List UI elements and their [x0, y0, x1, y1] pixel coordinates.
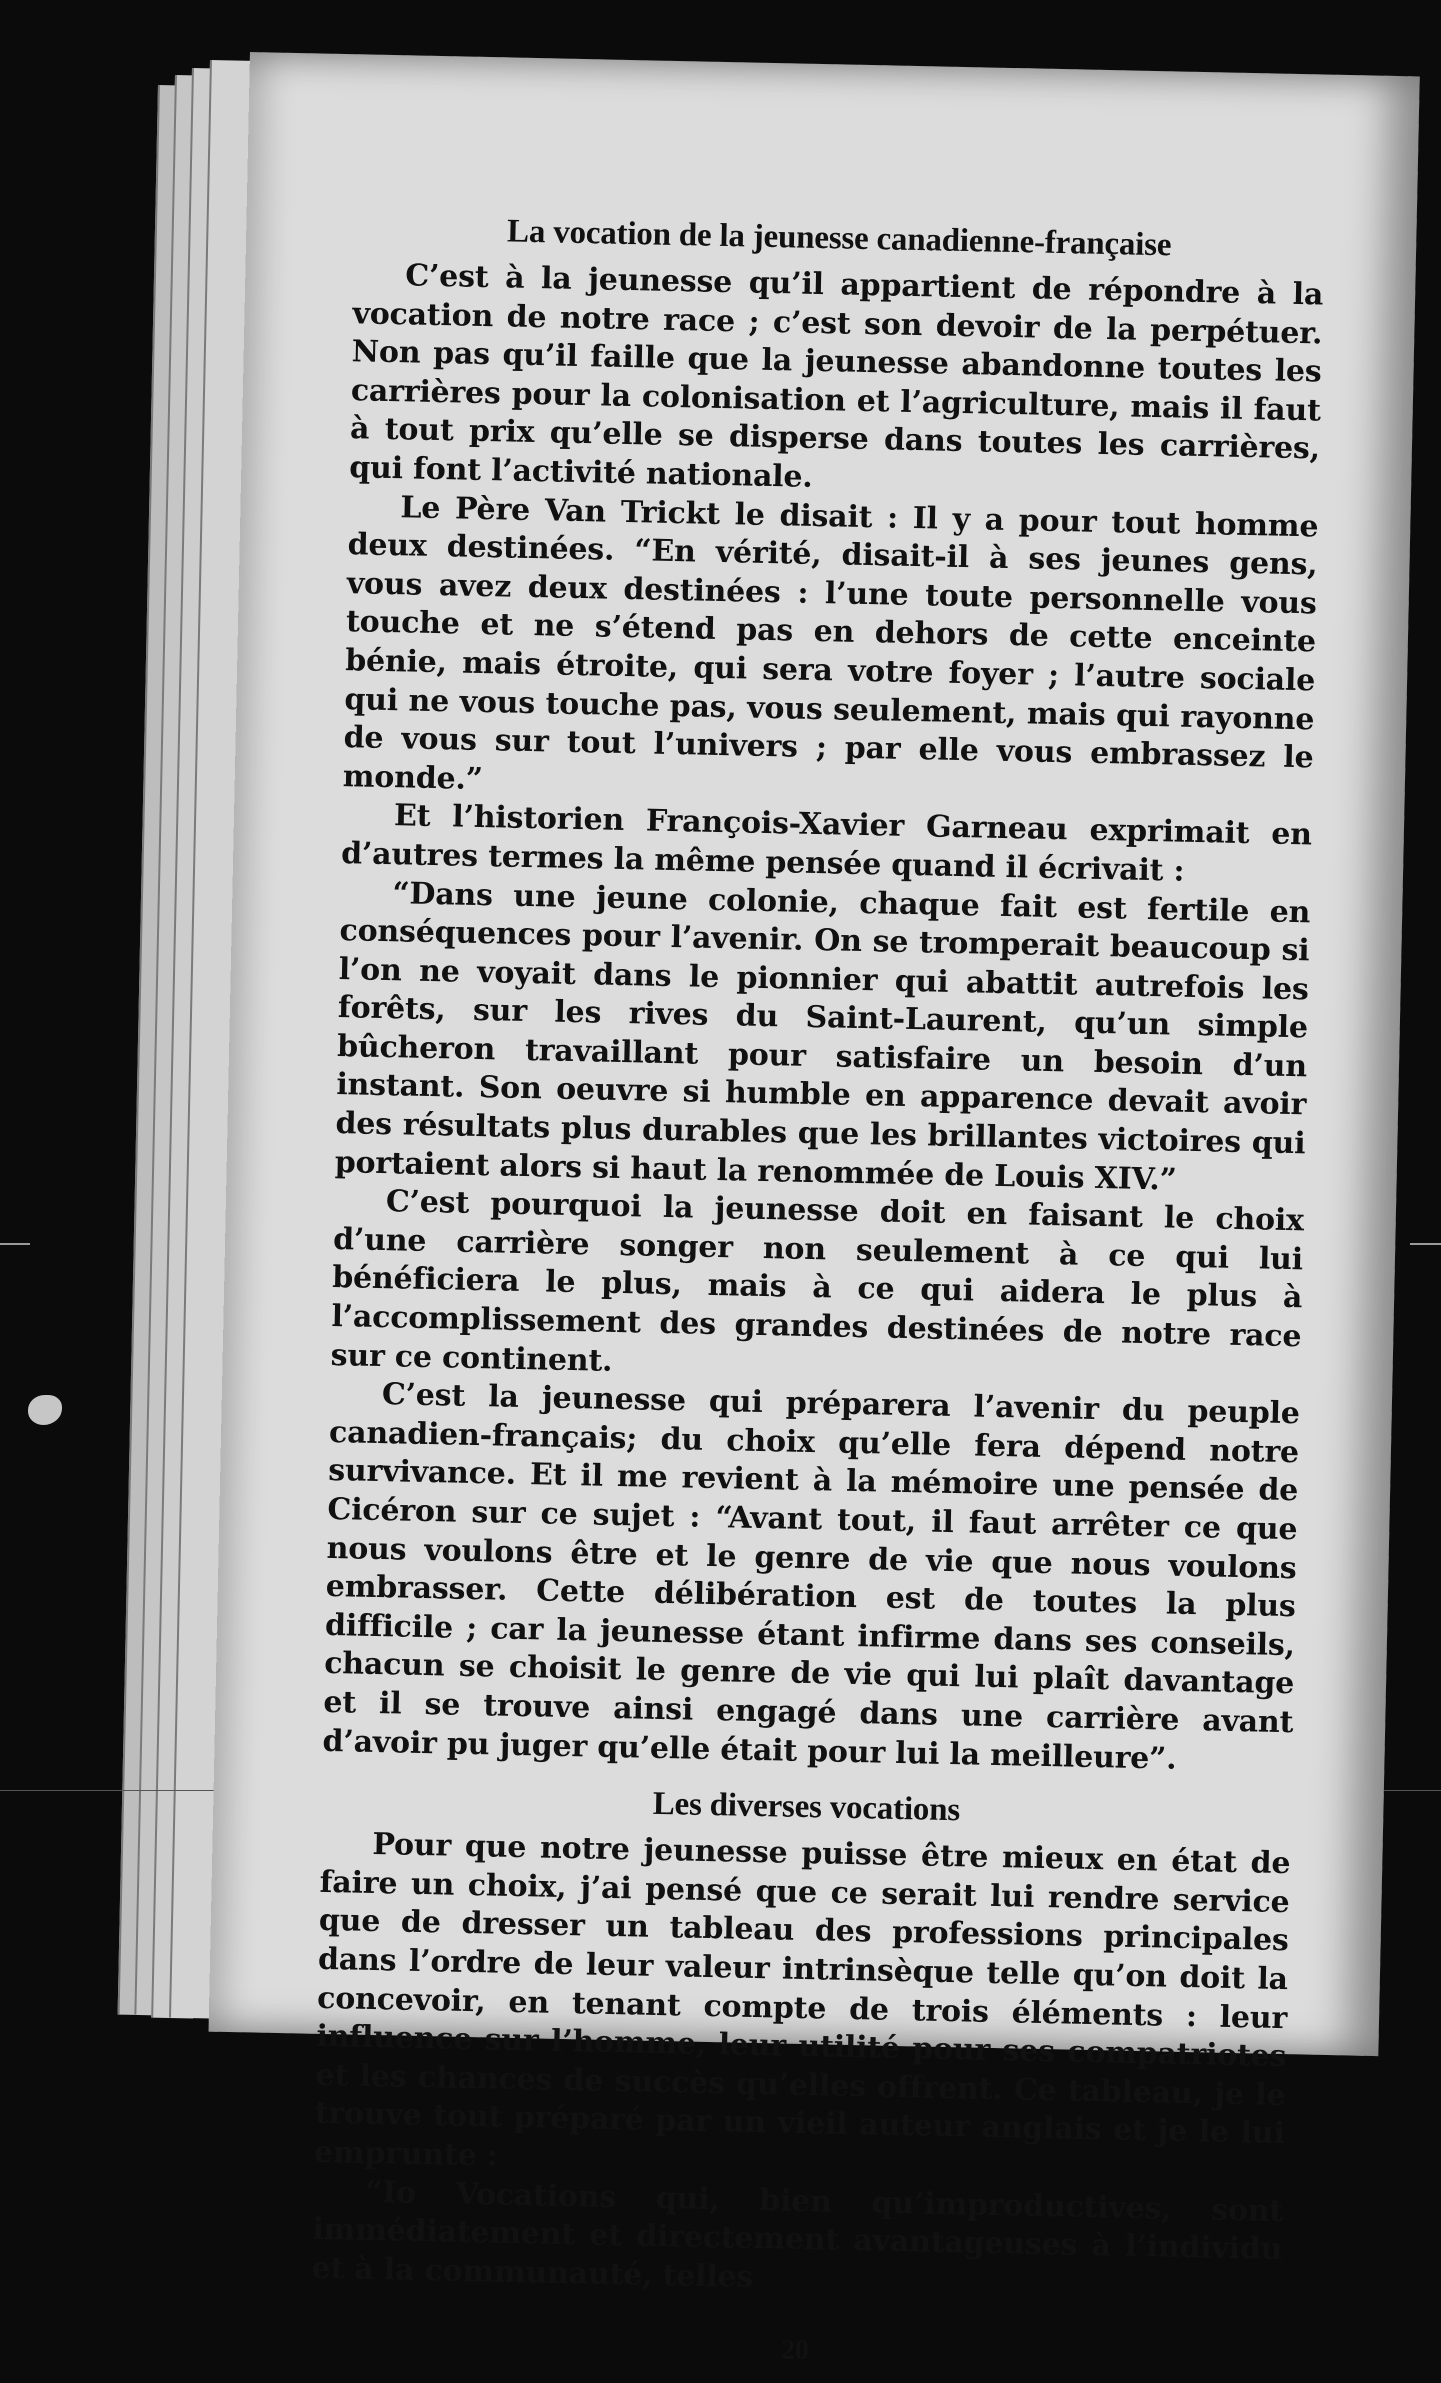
page-text-block [310, 206, 1325, 2381]
section-heading: La vocation de la jeunesse canadienne-française [506, 213, 1172, 264]
paragraph: C’est à la jeunesse qu’il appartient de répondre à la vocation de notre race ; c’est son devoir de la perpétuer. Non pas qu’il faille que la jeunesse abandonne toutes les carrières pour la colonisation et l’agriculture, mais il faut à tout prix qu’elle se disperse dans toutes les carrières, qui font l’activité nationale. [348, 258, 1324, 495]
paragraph: Et l’historien François-Xavier Garneau exprimait en d’autres termes la même pensée quand il écrivait : [340, 798, 1313, 889]
scan-blemish [28, 1395, 62, 1425]
paragraph: C’est pourquoi la jeunesse doit en faisant le choix d’une carrière songer non seulement à ce qui lui bénéficiera le plus, mais à ce qui aidera le plus à l’accomplissement des grandes destinées de notre race sur ce continent. [330, 1184, 1305, 1379]
section-heading: Les diverses vocations [652, 1785, 961, 1829]
scan-mark [1410, 1243, 1441, 1245]
paragraph: Pour que notre jeunesse puisse être mieux en état de faire un choix, j’ai pensé que ce serait lui rendre service que de dresser un tableau des professions principales dans l’ordre de leur valeur intrinsèque telle qu’on doit la concevoir, en tenant compte de trois éléments : leur influence sur l’homme, leur utilité pour ses compatriotes et les chances de succès qu’elles offrent. Ce tableau, je le trouve tout préparé par un vieil auteur anglais et je le lui emprunte : [313, 1827, 1291, 2174]
scan-mark [0, 1243, 30, 1245]
page-number: 20 [780, 2334, 810, 2367]
paragraph: “Io Vocations qui, bien qu’improductives, sont immédiatement et directement avantageuses à l’individu et à la communauté, telles [311, 2174, 1284, 2295]
paragraph: C’est la jeunesse qui préparera l’avenir du peuple canadien-français; du choix qu’elle fera dépend notre survivance. Et il me revient à la mémoire une pensée de Cicéron sur ce sujet : “Avant tout, il faut arrêter ce que nous voulons être et le genre de vie que nous voulons embrasser. Cette délibération est de toutes la plus difficile ; car la jeunesse étant infirme dans ses conseils, chacun se choisit le genre de vie qui lui plaît davantage et il se trouve ainsi engagé dans une carrière avant d’avoir pu juger qu’elle était pour lui la meilleure”. [322, 1377, 1301, 1777]
book-page [209, 52, 1420, 2367]
paragraph: Le Père Van Trickt le disait : Il y a pour tout homme deux destinées. “En vérité, disait-il à ses jeunes gens, vous avez deux destinées : l’une toute personnelle vous touche et ne s’étend pas en dehors de cette enceinte bénie, mais étroite, qui sera votre foyer ; l’autre sociale qui ne vous touche pas, vous seulement, mais qui rayonne de vous sur tout l’univers ; par elle vous embrassez le monde.” [342, 489, 1319, 797]
quote-paragraph: “Dans une jeune colonie, chaque fait est fertile en conséquences pour l’avenir. On se tromperait beaucoup si l’on ne voyait dans le pionnier qui abattit autrefois les forêts, sur les rives du Saint-Laurent, qu’un simple bûcheron travaillant pour satisfaire un besoin d’un instant. Son oeuvre si humble en apparence devait avoir des résultats plus durables que les brillantes victoires qui portaient alors si haut la renommée de Louis XIV.” [334, 875, 1311, 1198]
